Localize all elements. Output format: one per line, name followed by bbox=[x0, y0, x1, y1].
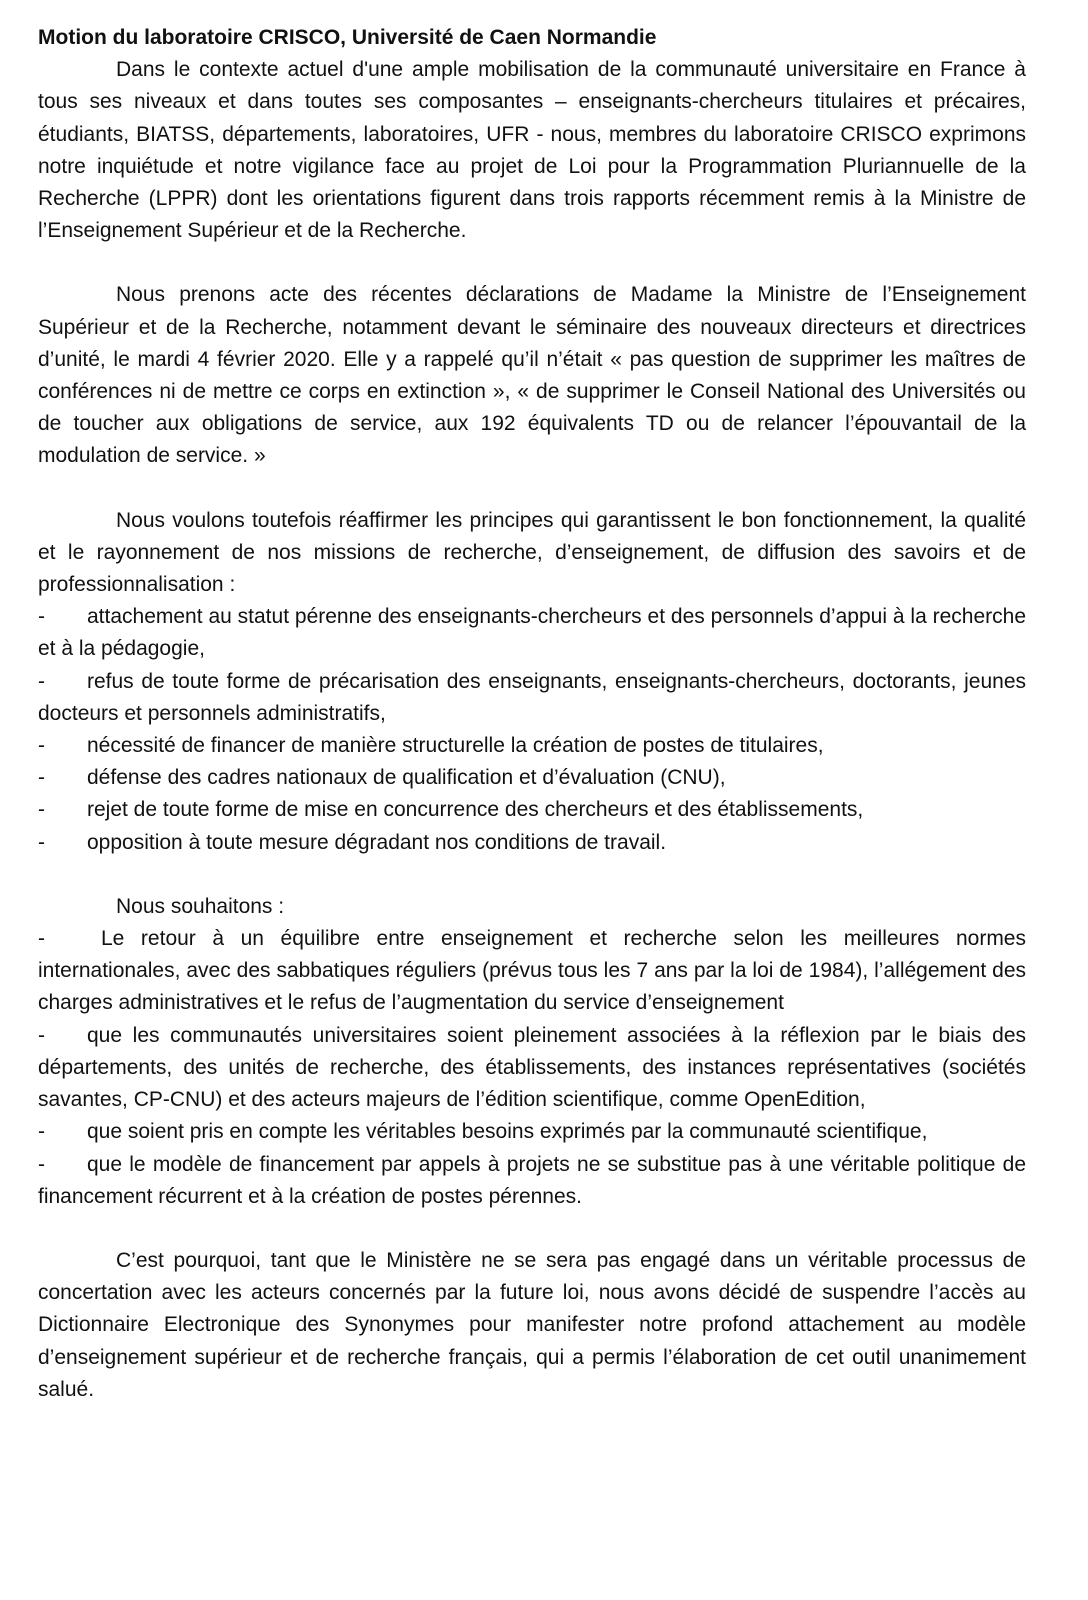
list-dash: - bbox=[38, 1120, 45, 1144]
list-dash: - bbox=[38, 1152, 45, 1176]
paragraph-context: Dans le contexte actuel d'une ample mobilisation de la communauté universitaire en France à tous ses niveaux et dans toutes ses composantes – enseignants-chercheurs titulaires et précaires, étudiants, BIATSS, départements, laboratoires, UFR - nous, membres du laboratoire CRISCO exprimons notre inquiétude et notre vigilance face au projet de Loi pour la Programmation Pluriannuelle de la Recherche (LPPR) dont les orientations figurent dans trois rapports récemment remis à la Ministre de l’Enseignement Supérieur et de la Recherche. bbox=[38, 58, 1026, 243]
list-item bbox=[38, 1116, 1026, 1148]
paragraph-conclusion: C’est pourquoi, tant que le Ministère ne se sera pas engagé dans un véritable processus de concertation avec les acteurs concernés par la future loi, nous avons décidé de suspendre l’accès au Dictionnaire Electronique des Synonymes pour manifester notre profond attachement au modèle d’enseignement supérieur et de recherche français, qui a permis l’élaboration de cet outil unanimement salué. bbox=[38, 1248, 1026, 1401]
list-item-text: opposition à toute mesure dégradant nos conditions de travail. bbox=[87, 830, 667, 854]
list-item bbox=[38, 762, 1026, 794]
list-item bbox=[38, 794, 1026, 826]
list-item bbox=[38, 1149, 1026, 1213]
spacer bbox=[38, 859, 1026, 891]
list-dash: - bbox=[38, 669, 45, 693]
list-dash: - bbox=[38, 766, 45, 790]
list-item bbox=[38, 827, 1026, 859]
list-dash: - bbox=[38, 830, 45, 854]
list-item bbox=[38, 923, 1026, 1020]
paragraph-principles-intro: Nous voulons toutefois réaffirmer les principes qui garantissent le bon fonctionnement, la qualité et le rayonnement de nos missions de recherche, d’enseignement, de diffusion des savoirs et de professionnalisation : bbox=[38, 508, 1026, 597]
list-item-text: refus de toute forme de précarisation des enseignants, enseignants-chercheurs, doctorants, jeunes docteurs et personnels administratifs, bbox=[38, 669, 1026, 725]
list-dash: - bbox=[38, 605, 45, 629]
spacer bbox=[38, 1213, 1026, 1245]
list-dash: - bbox=[38, 1023, 45, 1047]
spacer bbox=[38, 473, 1026, 505]
list-item bbox=[38, 1020, 1026, 1117]
wishes-list bbox=[38, 923, 1026, 1213]
list-item-text: attachement au statut pérenne des enseignants-chercheurs et des personnels d’appui à la recherche et à la pédagogie, bbox=[38, 605, 1026, 661]
list-item-text: que le modèle de financement par appels à projets ne se substitue pas à une véritable politique de financement récurrent et à la création de postes pérennes. bbox=[38, 1152, 1026, 1208]
document-title: Motion du laboratoire CRISCO, Université de Caen Normandie bbox=[38, 26, 657, 49]
list-dash: - bbox=[38, 734, 45, 758]
list-dash: - bbox=[38, 927, 45, 951]
list-item-text: nécessité de financer de manière structurelle la création de postes de titulaires, bbox=[87, 734, 824, 758]
list-item bbox=[38, 730, 1026, 762]
list-dash: - bbox=[38, 798, 45, 822]
list-item bbox=[38, 666, 1026, 730]
principles-list bbox=[38, 601, 1026, 859]
list-item-text: que les communautés universitaires soient pleinement associées à la réflexion par le biais des départements, des unités de recherche, des établissements, des instances représentatives (sociétés savantes, CP-CNU) et des acteurs majeurs de l’édition scientifique, comme OpenEdition, bbox=[38, 1023, 1026, 1112]
list-item-text: rejet de toute forme de mise en concurrence des chercheurs et des établissements, bbox=[87, 798, 864, 822]
list-item-text: défense des cadres nationaux de qualification et d’évaluation (CNU), bbox=[87, 766, 726, 790]
paragraph-declarations: Nous prenons acte des récentes déclarations de Madame la Ministre de l’Enseignement Supérieur et de la Recherche, notamment devant le séminaire des nouveaux directeurs et directrices d’unité, le mardi 4 février 2020. Elle y a rappelé qu’il n’était « pas question de supprimer les maîtres de conférences ni de mettre ce corps en extinction », « de supprimer le Conseil National des Universités ou de toucher aux obligations de service, aux 192 équivalents TD ou de relancer l’épouvantail de la modulation de service. » bbox=[38, 283, 1026, 468]
wishes-intro: Nous souhaitons : bbox=[116, 894, 285, 918]
list-item-text: que soient pris en compte les véritables besoins exprimés par la communauté scientifique, bbox=[87, 1120, 928, 1144]
spacer bbox=[38, 247, 1026, 279]
list-item-text: Le retour à un équilibre entre enseignement et recherche selon les meilleures normes internationales, avec des sabbatiques réguliers (prévus tous les 7 ans par la loi de 1984), l’allégement des charges administratives et le refus de l’augmentation du service d’enseignement bbox=[38, 927, 1026, 1015]
list-item bbox=[38, 601, 1026, 665]
